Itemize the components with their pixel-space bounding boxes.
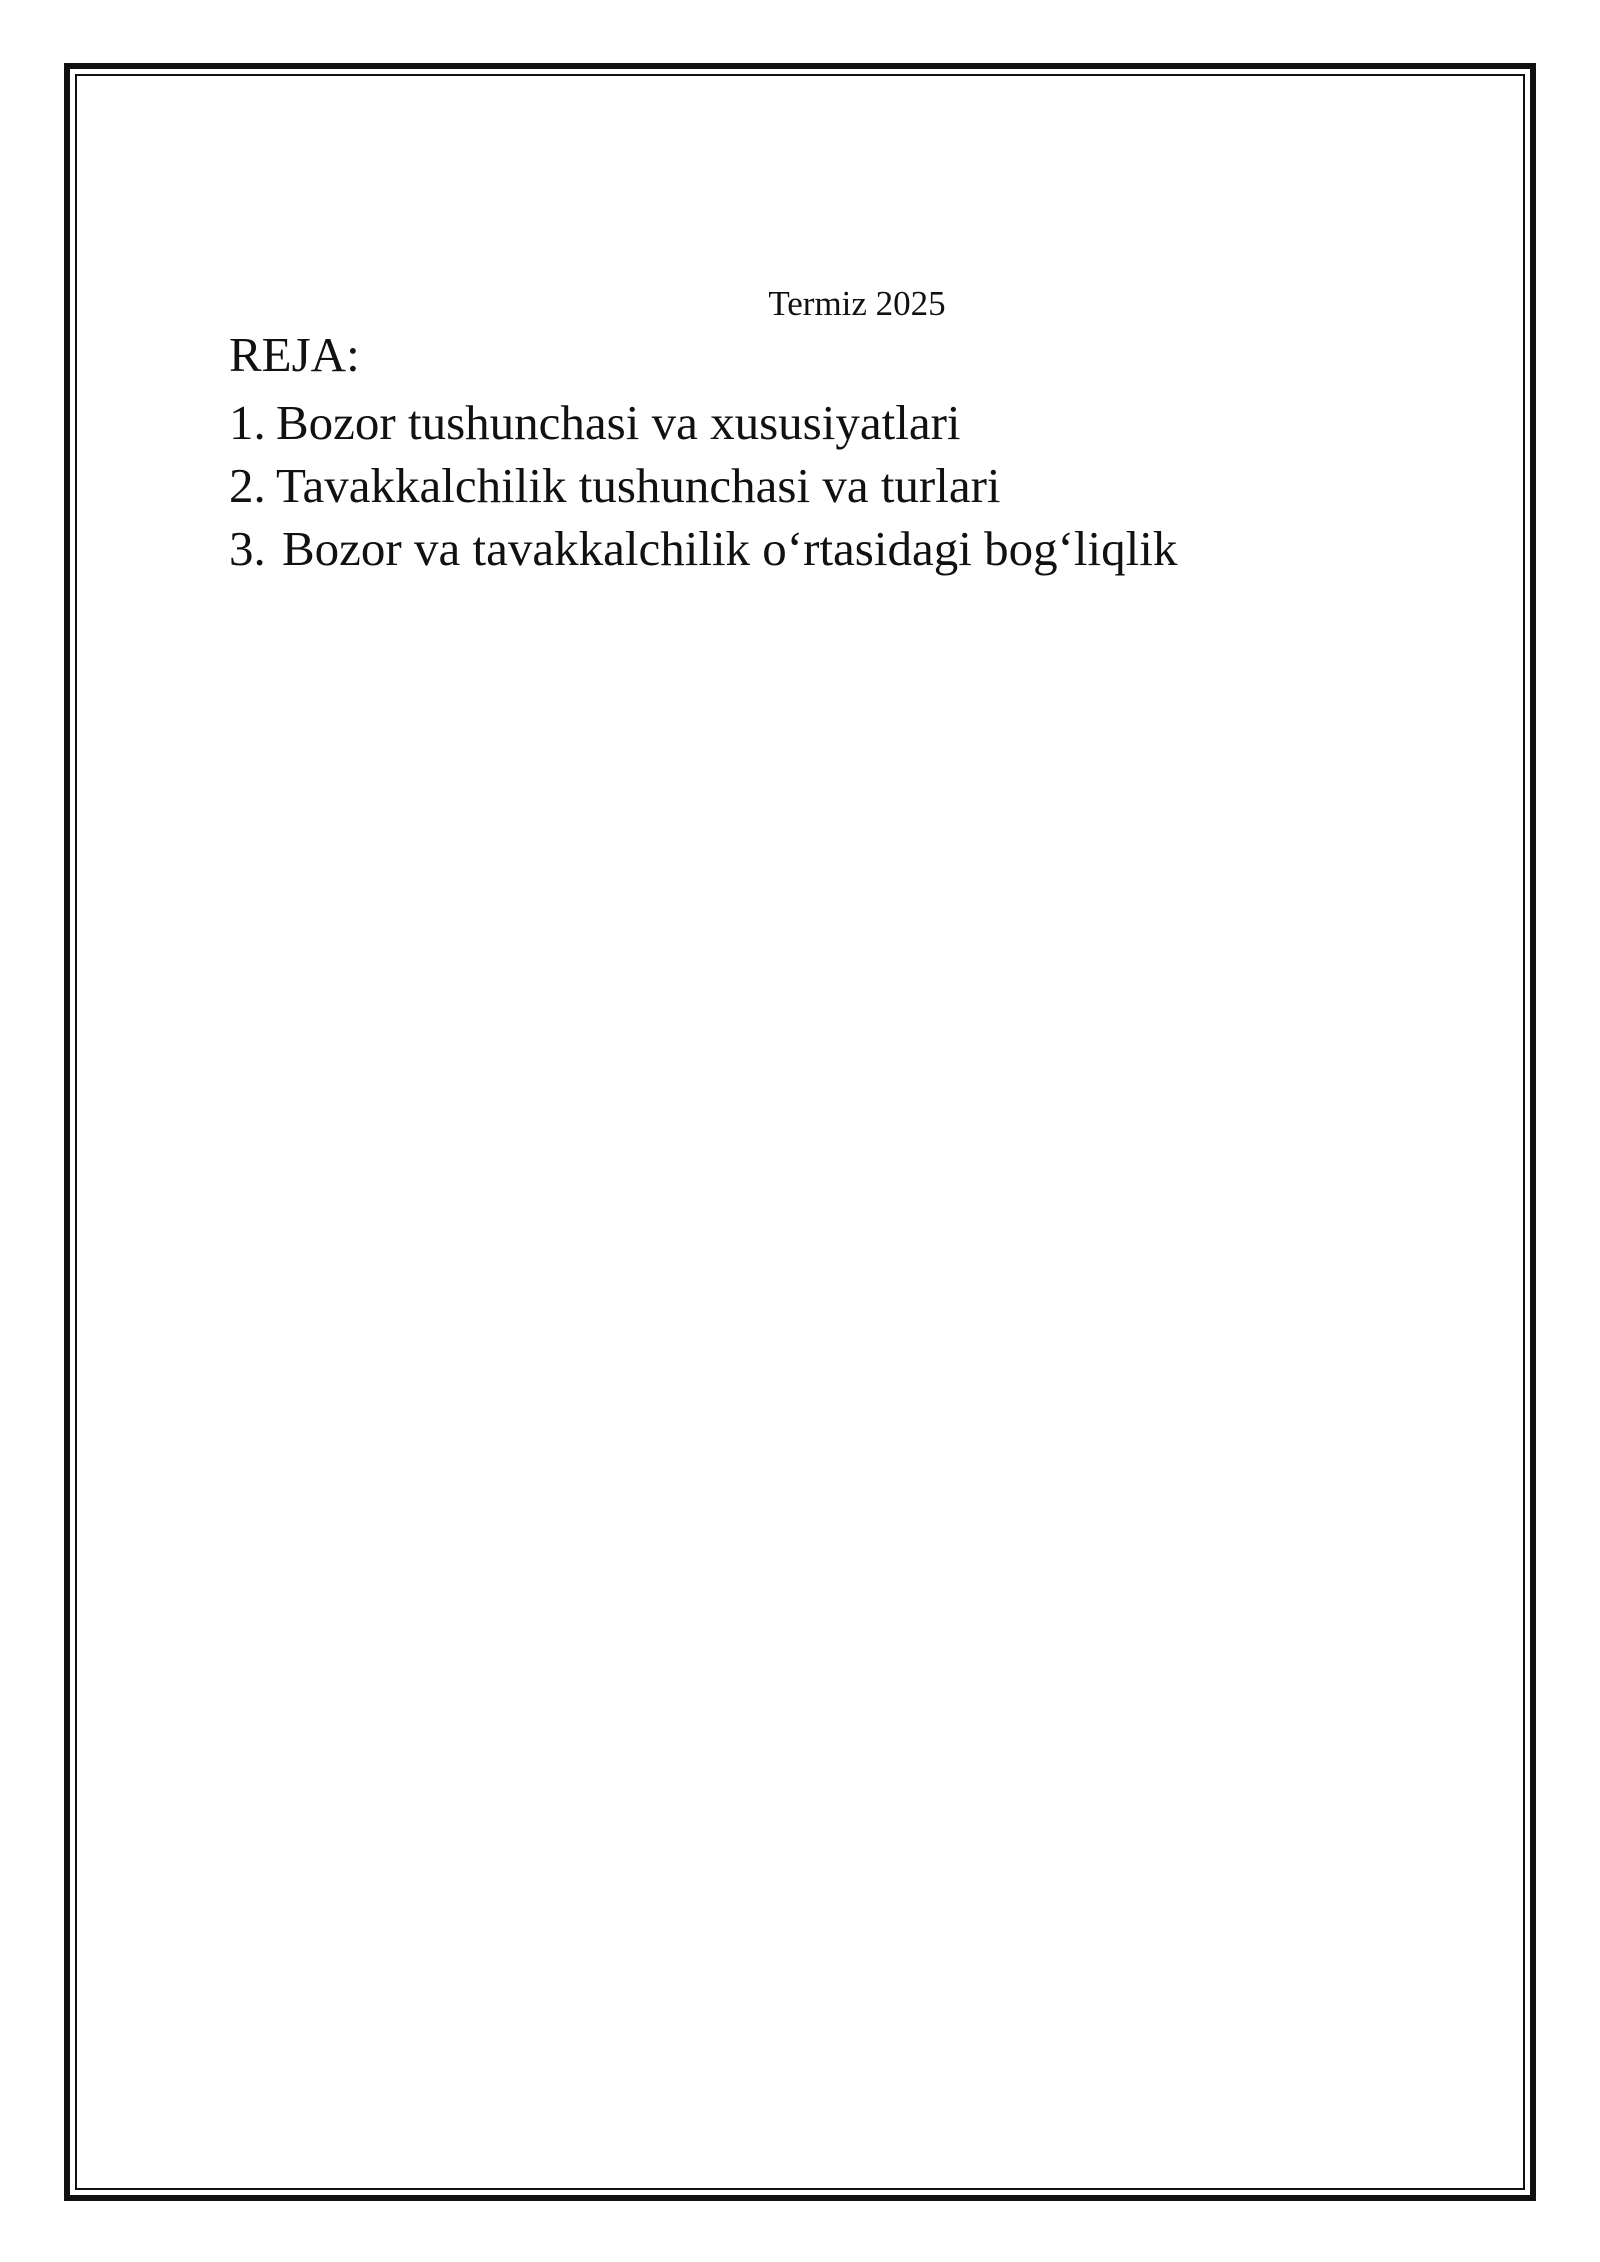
- plan-item-number: 3.: [229, 521, 266, 576]
- plan-item-number: 2.: [229, 458, 266, 513]
- plan-item-text: Bozor va tavakkalchilik o‘rtasidagi bog‘liqlik: [282, 521, 1178, 576]
- plan-item: [229, 517, 1177, 580]
- plan-item: [229, 454, 1177, 517]
- city-year-caption: Termiz 2025: [768, 284, 946, 323]
- plan-item-number: 1.: [229, 395, 266, 450]
- plan-list: [229, 391, 1177, 580]
- plan-item: [229, 391, 1177, 454]
- plan-item-text: Bozor tushunchasi va xususiyatlari: [276, 395, 961, 450]
- plan-item-text: Tavakkalchilik tushunchasi va turlari: [276, 458, 1001, 513]
- plan-title: REJA:: [229, 327, 360, 382]
